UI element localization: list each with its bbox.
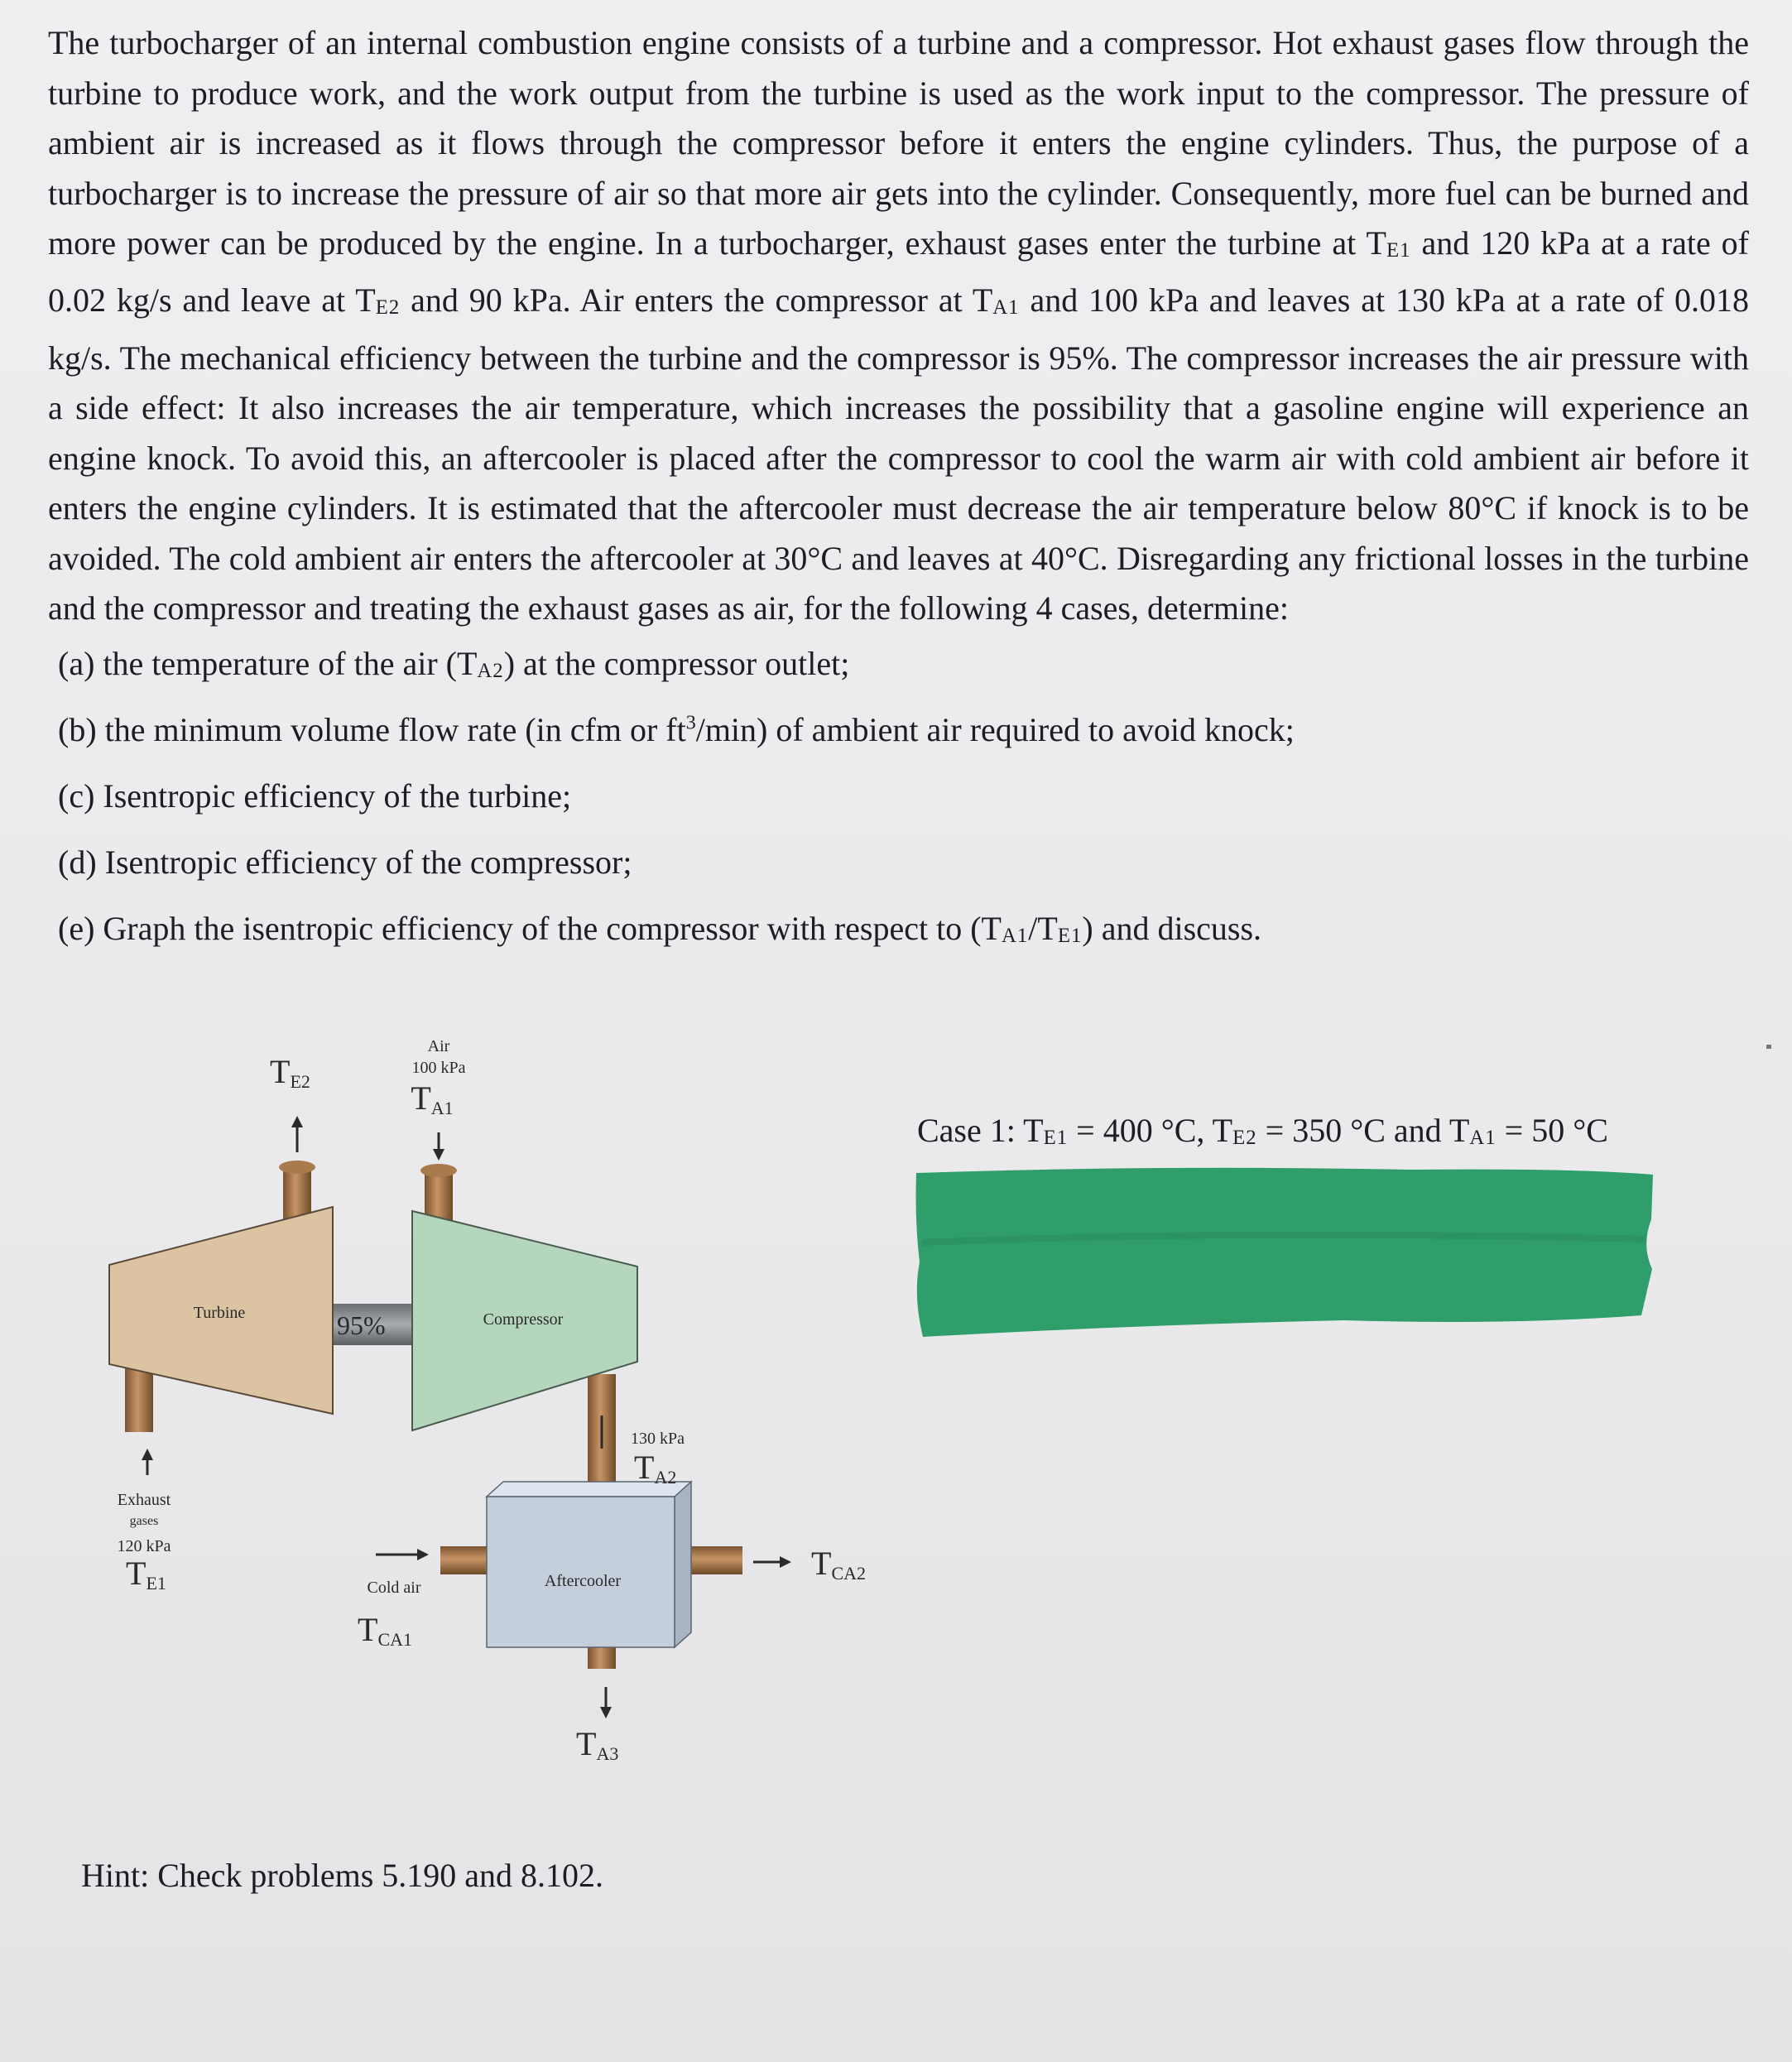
problem-text-2: and 120 kPa at a rate of 0.02 kg/s and leave at xyxy=(48,224,1749,320)
turbocharger-diagram xyxy=(91,1018,919,1763)
problem-text-1: The turbocharger of an internal combustion engine consists of a turbine and a compressor. Hot exhaust gases flow through the turbine to produce work, and the work output from the turbine is used as the work input to the compressor. The pressure of ambient air is increased as it flows through the compressor before it enters the engine cylinders. Thus, the purpose of a turbocharger is to increase the pressure of air so that more air gets into the cylinder. Consequently, more fuel can be burned and more power can be produced by the engine. In a turbocharger, exhaust gases enter the turbine at xyxy=(48,24,1749,262)
air-pressure-label: 100 kPa xyxy=(411,1059,466,1077)
te2-arrow-icon xyxy=(291,1116,303,1127)
ta2-label: TA2 xyxy=(634,1449,677,1488)
te2-label: TE2 xyxy=(270,1053,310,1092)
ta1-arrow-icon xyxy=(433,1149,444,1161)
question-b: (b) the minimum volume flow rate (in cfm or $ft^3/\min$) of ambient air required to avoid knock; xyxy=(58,711,1295,748)
question-c: (c) Isentropic efficiency of the turbine; xyxy=(58,777,572,815)
outlet-pressure-label: 130 kPa xyxy=(631,1430,685,1448)
cold-air-arrow-icon xyxy=(417,1549,429,1560)
air-label: Air xyxy=(427,1037,450,1055)
exhaust-pressure-label: 120 kPa xyxy=(117,1537,171,1555)
aftercooler-label: Aftercooler xyxy=(544,1572,622,1590)
exhaust-gases-label: gases xyxy=(129,1514,159,1528)
te1-label: TE1 xyxy=(126,1555,166,1593)
aftercooler-side xyxy=(675,1482,691,1647)
ta3-arrow-icon xyxy=(600,1707,612,1718)
question-a: (a) the temperature of the air $(T_{A2})$ at the compressor outlet; xyxy=(58,645,850,682)
question-e: (e) Graph the isentropic efficiency of the compressor with respect to $(T_{A1}/T_{E1})$ and discuss. xyxy=(58,910,1262,947)
problem-text-3: and 90 kPa. Air enters the compressor at xyxy=(400,281,973,320)
ta3-label: TA3 xyxy=(576,1725,619,1763)
redaction-marker xyxy=(913,1163,1658,1353)
ta1-symbol: $T_{A1}$ xyxy=(972,281,1020,320)
question-d: (d) Isentropic efficiency of the compressor; xyxy=(58,844,632,881)
turbine-outlet-rim xyxy=(279,1161,315,1174)
problem-text-4: and 100 kPa and leaves at 130 kPa at a rate of 0.018 kg/s. The mechanical efficiency between the turbine and the compressor is 95%. The compressor increases the air pressure with a side effect: It also increases the air temperature, which increases the possibility that a gasoline engine will experience an engine knock. To avoid this, an aftercooler is placed after the compressor to cool the warm air with cold ambient air before it enters the engine cylinders. It is estimated that the aftercooler must decrease the air temperature below 80°C if knock is to be avoided. The cold ambient air enters the aftercooler at 30°C and leaves at 40°C. Disregarding any frictional losses in the turbine and the compressor and treating the exhaust gases as air, for the following 4 cases, determine: xyxy=(48,281,1750,627)
ta1-label: TA1 xyxy=(411,1079,454,1118)
edge-mark xyxy=(1766,1045,1771,1049)
te1-symbol: $T_{E1}$ xyxy=(1366,224,1411,262)
efficiency-label: 95% xyxy=(337,1310,386,1340)
exhaust-label: Exhaust xyxy=(117,1491,171,1509)
turbine-label: Turbine xyxy=(193,1304,246,1322)
hint: Hint: Check problems 5.190 and 8.102. xyxy=(81,1857,604,1894)
problem-paragraph xyxy=(48,18,1749,634)
tca1-label: TCA1 xyxy=(358,1611,412,1650)
exhaust-arrow-icon xyxy=(142,1449,153,1460)
compressor-inlet-rim xyxy=(420,1164,457,1177)
tca2-label: TCA2 xyxy=(811,1545,866,1584)
turbine-inlet-pipe xyxy=(125,1366,153,1432)
te2-symbol: $T_{E2}$ xyxy=(355,281,401,320)
case-1-statement: Case 1: $T_{E1} = 400$ °C, $T_{E2} = 350$ °C and $T_{A1} = 50$ °C xyxy=(917,1112,1608,1149)
cold-air-label: Cold air xyxy=(367,1579,421,1597)
tca2-arrow-icon xyxy=(780,1556,791,1568)
cold-air-outlet-pipe xyxy=(683,1546,742,1574)
compressor-label: Compressor xyxy=(483,1310,564,1329)
problem-statement xyxy=(48,18,1749,634)
